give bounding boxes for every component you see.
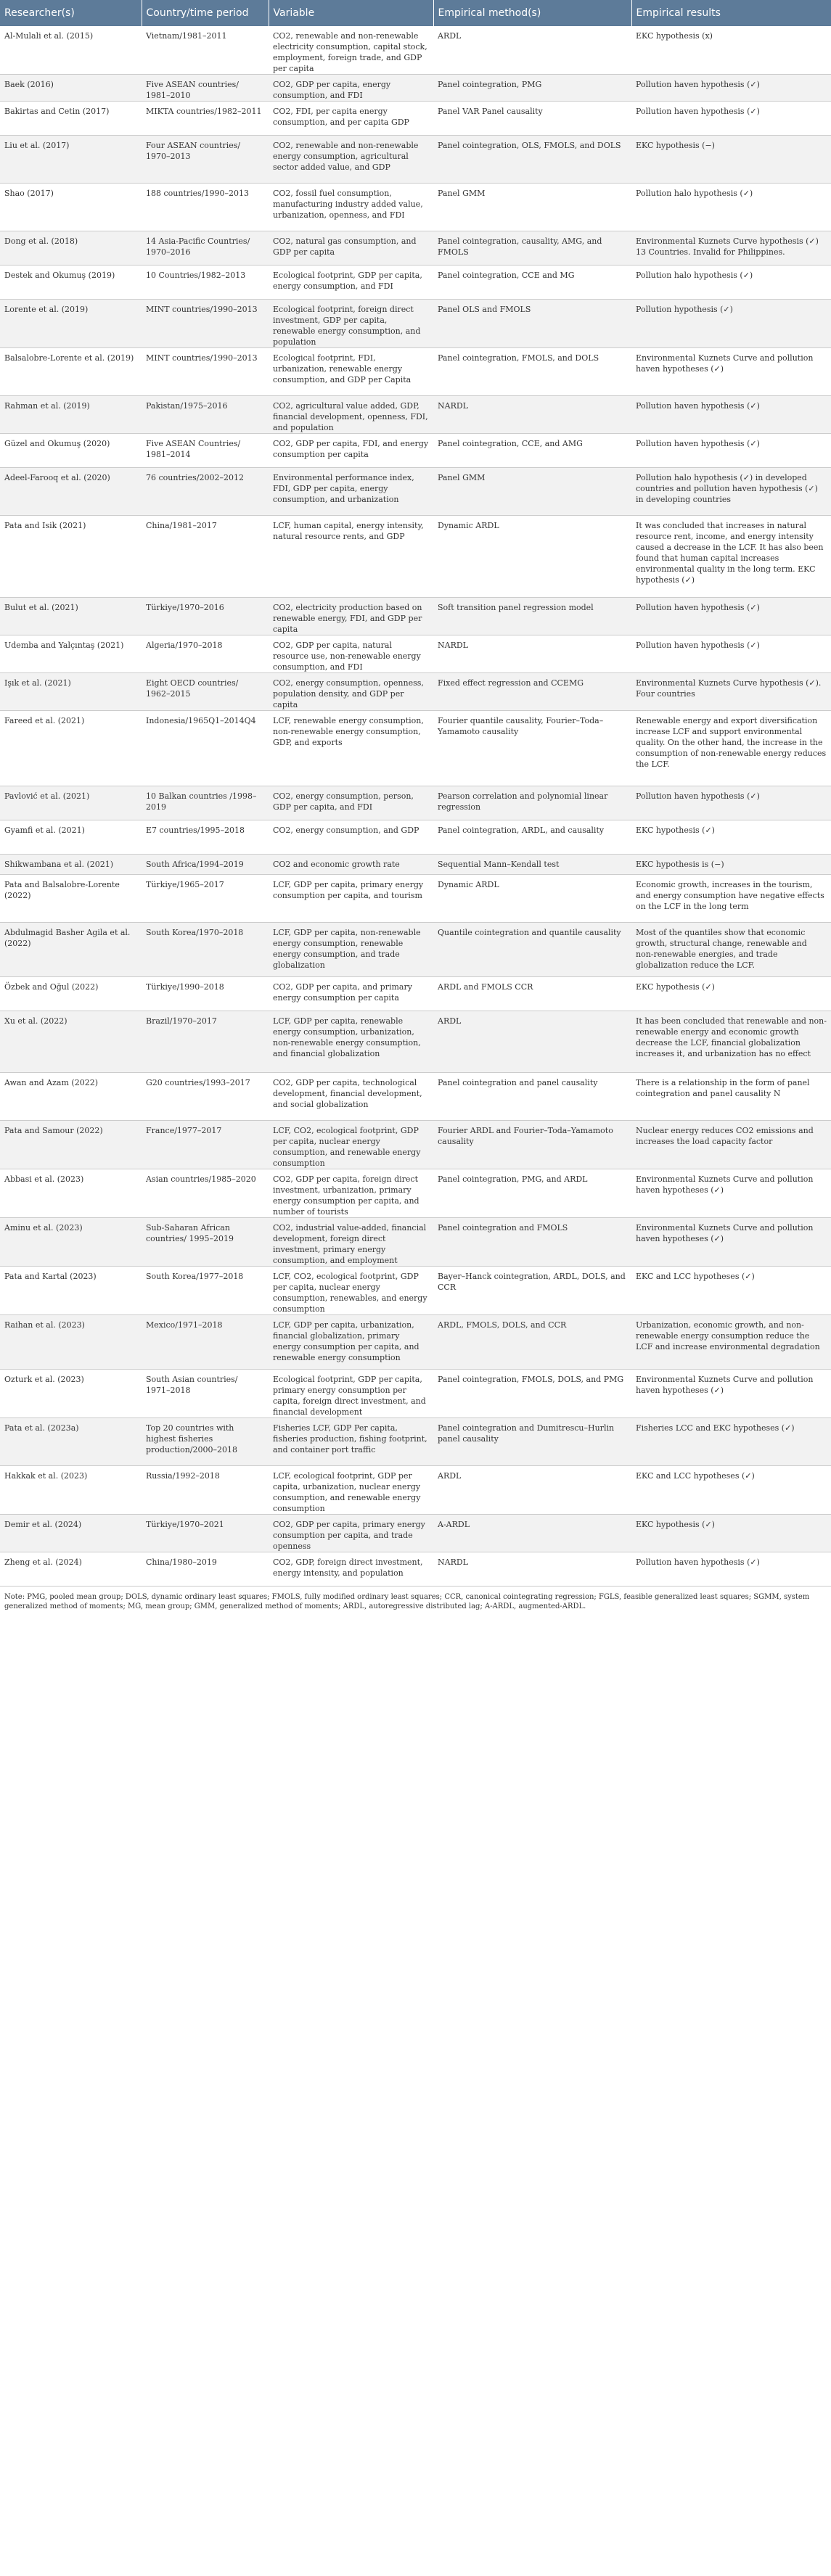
- cell-researcher: Adeel-Farooq et al. (2020): [0, 468, 142, 516]
- cell-variable: CO2, energy consumption, openness, population density, and GDP per capita: [269, 673, 433, 711]
- table-row: [0, 1552, 831, 1587]
- cell-method: Panel cointegration, CCE and MG: [433, 266, 631, 300]
- table-row: [0, 75, 831, 102]
- table-row: [0, 855, 831, 875]
- cell-result: EKC hypothesis (✓): [631, 1515, 831, 1552]
- cell-variable: CO2, energy consumption, person, GDP per capita, and FDI: [269, 786, 433, 820]
- cell-result: Pollution halo hypothesis (✓): [631, 266, 831, 300]
- cell-variable: CO2, GDP per capita, foreign direct investment, urbanization, primary energy consumption per capita, and number of tourists: [269, 1169, 433, 1218]
- cell-variable: LCF, CO2, ecological footprint, GDP per capita, nuclear energy consumption, renewables, and energy consumption: [269, 1267, 433, 1315]
- cell-country-period: Türkiye/1990–2018: [142, 977, 269, 1011]
- header-researchers: Researcher(s): [0, 0, 142, 26]
- cell-result: Environmental Kuznets Curve hypothesis (✓). Four countries: [631, 673, 831, 711]
- cell-method: Dynamic ARDL: [433, 875, 631, 923]
- table-row: [0, 1169, 831, 1218]
- cell-method: ARDL: [433, 1011, 631, 1073]
- cell-method: Panel cointegration, FMOLS, and DOLS: [433, 348, 631, 396]
- cell-variable: CO2, industrial value-added, financial development, foreign direct investment, primary energy consumption, and employment: [269, 1218, 433, 1267]
- cell-country-period: Türkiye/1970–2016: [142, 598, 269, 635]
- cell-method: Panel cointegration, OLS, FMOLS, and DOLS: [433, 136, 631, 184]
- cell-result: Fisheries LCC and EKC hypotheses (✓): [631, 1418, 831, 1466]
- cell-researcher: Pata and Balsalobre-Lorente (2022): [0, 875, 142, 923]
- cell-result: Pollution haven hypothesis (✓): [631, 635, 831, 673]
- cell-researcher: Pata and Samour (2022): [0, 1121, 142, 1169]
- table-row: [0, 434, 831, 468]
- cell-method: Panel cointegration and panel causality: [433, 1073, 631, 1121]
- header-method: Empirical method(s): [433, 0, 631, 26]
- table-row: [0, 136, 831, 184]
- cell-country-period: MINT countries/1990–2013: [142, 300, 269, 348]
- cell-researcher: Zheng et al. (2024): [0, 1552, 142, 1587]
- cell-country-period: Brazil/1970–2017: [142, 1011, 269, 1073]
- cell-variable: CO2, fossil fuel consumption, manufacturing industry added value, urbanization, openness, and FDI: [269, 184, 433, 231]
- cell-method: Pearson correlation and polynomial linear regression: [433, 786, 631, 820]
- cell-result: There is a relationship in the form of panel cointegration and panel causality N: [631, 1073, 831, 1121]
- cell-country-period: France/1977–2017: [142, 1121, 269, 1169]
- cell-researcher: Awan and Azam (2022): [0, 1073, 142, 1121]
- cell-country-period: 188 countries/1990–2013: [142, 184, 269, 231]
- cell-variable: CO2, GDP per capita, energy consumption, and FDI: [269, 75, 433, 102]
- cell-method: ARDL: [433, 1466, 631, 1515]
- cell-method: Soft transition panel regression model: [433, 598, 631, 635]
- cell-researcher: Shao (2017): [0, 184, 142, 231]
- table-row: [0, 1011, 831, 1073]
- cell-country-period: Vietnam/1981–2011: [142, 26, 269, 75]
- cell-result: Environmental Kuznets Curve and pollution haven hypotheses (✓): [631, 1370, 831, 1418]
- cell-method: Sequential Mann–Kendall test: [433, 855, 631, 875]
- cell-variable: CO2, renewable and non-renewable energy consumption, agricultural sector added value, and GDP: [269, 136, 433, 184]
- cell-researcher: Pata et al. (2023a): [0, 1418, 142, 1466]
- cell-result: Pollution haven hypothesis (✓): [631, 102, 831, 136]
- cell-result: Pollution haven hypothesis (✓): [631, 598, 831, 635]
- cell-variable: Ecological footprint, GDP per capita, primary energy consumption per capita, foreign direct investment, and financial development: [269, 1370, 433, 1418]
- cell-researcher: Demir et al. (2024): [0, 1515, 142, 1552]
- cell-variable: CO2, GDP per capita, primary energy consumption per capita, and trade openness: [269, 1515, 433, 1552]
- cell-result: EKC hypothesis is (−): [631, 855, 831, 875]
- cell-researcher: Bulut et al. (2021): [0, 598, 142, 635]
- cell-variable: Ecological footprint, foreign direct investment, GDP per capita, renewable energy consumption, and population: [269, 300, 433, 348]
- cell-researcher: Ozturk et al. (2023): [0, 1370, 142, 1418]
- table-row: [0, 923, 831, 977]
- table-row: [0, 1418, 831, 1466]
- cell-variable: LCF, GDP per capita, non-renewable energy consumption, renewable energy consumption, and trade globalization: [269, 923, 433, 977]
- cell-variable: LCF, human capital, energy intensity, natural resource rents, and GDP: [269, 516, 433, 598]
- table-row: [0, 1515, 831, 1552]
- cell-researcher: Dong et al. (2018): [0, 231, 142, 266]
- cell-researcher: Pata and Isik (2021): [0, 516, 142, 598]
- cell-researcher: Bakirtas and Cetin (2017): [0, 102, 142, 136]
- cell-variable: CO2, energy consumption, and GDP: [269, 820, 433, 855]
- cell-country-period: Russia/1992–2018: [142, 1466, 269, 1515]
- cell-result: Economic growth, increases in the tourism, and energy consumption have negative effects on the LCF in the long term: [631, 875, 831, 923]
- cell-country-period: 10 Countries/1982–2013: [142, 266, 269, 300]
- cell-variable: CO2, renewable and non-renewable electricity consumption, capital stock, employment, foreign trade, and GDP per capita: [269, 26, 433, 75]
- cell-result: Pollution haven hypothesis (✓): [631, 75, 831, 102]
- cell-result: Urbanization, economic growth, and non-renewable energy consumption reduce the LCF and increase environmental degradation: [631, 1315, 831, 1370]
- cell-variable: CO2, natural gas consumption, and GDP per capita: [269, 231, 433, 266]
- cell-variable: CO2, agricultural value added, GDP, financial development, openness, FDI, and population: [269, 396, 433, 434]
- cell-country-period: Five ASEAN countries/ 1981–2010: [142, 75, 269, 102]
- cell-researcher: Abbasi et al. (2023): [0, 1169, 142, 1218]
- table-row: [0, 1267, 831, 1315]
- cell-result: It has been concluded that renewable and non-renewable energy and economic growth decrease the LCF, financial globalization increases it, and urbanization has no effect: [631, 1011, 831, 1073]
- cell-method: Bayer–Hanck cointegration, ARDL, DOLS, and CCR: [433, 1267, 631, 1315]
- table-row: [0, 184, 831, 231]
- cell-researcher: Rahman et al. (2019): [0, 396, 142, 434]
- cell-method: Panel cointegration, CCE, and AMG: [433, 434, 631, 468]
- cell-variable: Environmental performance index, FDI, GDP per capita, energy consumption, and urbanization: [269, 468, 433, 516]
- table-row: [0, 1121, 831, 1169]
- cell-researcher: Xu et al. (2022): [0, 1011, 142, 1073]
- cell-method: ARDL, FMOLS, DOLS, and CCR: [433, 1315, 631, 1370]
- cell-researcher: Al-Mulali et al. (2015): [0, 26, 142, 75]
- cell-variable: CO2, GDP per capita, natural resource use, non-renewable energy consumption, and FDI: [269, 635, 433, 673]
- header-country-period: Country/time period: [142, 0, 269, 26]
- cell-researcher: Destek and Okumuş (2019): [0, 266, 142, 300]
- cell-method: Fixed effect regression and CCEMG: [433, 673, 631, 711]
- table-row: [0, 396, 831, 434]
- table-row: [0, 516, 831, 598]
- cell-researcher: Aminu et al. (2023): [0, 1218, 142, 1267]
- cell-method: Fourier ARDL and Fourier–Toda–Yamamoto causality: [433, 1121, 631, 1169]
- table-row: [0, 26, 831, 75]
- cell-variable: Fisheries LCF, GDP Per capita, fisheries production, fishing footprint, and container port traffic: [269, 1418, 433, 1466]
- table-row: [0, 977, 831, 1011]
- table-row: [0, 711, 831, 786]
- cell-variable: LCF, ecological footprint, GDP per capita, urbanization, nuclear energy consumption, and renewable energy consumption: [269, 1466, 433, 1515]
- cell-method: Panel cointegration, PMG: [433, 75, 631, 102]
- cell-result: Pollution haven hypothesis (✓): [631, 1552, 831, 1587]
- cell-result: Environmental Kuznets Curve and pollution haven hypotheses (✓): [631, 1169, 831, 1218]
- cell-variable: LCF, GDP per capita, renewable energy consumption, urbanization, non-renewable energy consumption, and financial globalization: [269, 1011, 433, 1073]
- cell-country-period: China/1981–2017: [142, 516, 269, 598]
- cell-method: Quantile cointegration and quantile causality: [433, 923, 631, 977]
- table-row: [0, 231, 831, 266]
- cell-method: Panel cointegration, FMOLS, DOLS, and PMG: [433, 1370, 631, 1418]
- cell-variable: CO2, FDI, per capita energy consumption, and per capita GDP: [269, 102, 433, 136]
- cell-method: NARDL: [433, 635, 631, 673]
- cell-result: Pollution haven hypothesis (✓): [631, 434, 831, 468]
- cell-method: ARDL: [433, 26, 631, 75]
- table-row: [0, 266, 831, 300]
- cell-variable: Ecological footprint, FDI, urbanization, renewable energy consumption, and GDP per Capita: [269, 348, 433, 396]
- cell-country-period: China/1980–2019: [142, 1552, 269, 1587]
- cell-researcher: Liu et al. (2017): [0, 136, 142, 184]
- cell-country-period: MIKTA countries/1982–2011: [142, 102, 269, 136]
- table-row: [0, 1370, 831, 1418]
- cell-country-period: Five ASEAN Countries/ 1981–2014: [142, 434, 269, 468]
- cell-method: A-ARDL: [433, 1515, 631, 1552]
- cell-country-period: Mexico/1971–2018: [142, 1315, 269, 1370]
- table-note: Note: PMG, pooled mean group; DOLS, dynamic ordinary least squares; FMOLS, fully modified ordinary least squares; CCR, canonical cointegrating regression; FGLS, feasible generalized least squares; SGMM, system generalized method of moments; MG, mean group; GMM, generalized method of moments; ARDL, autoregressive distributed lag; A-ARDL, augmented-ARDL.: [4, 1593, 810, 1610]
- cell-variable: CO2, GDP per capita, FDI, and energy consumption per capita: [269, 434, 433, 468]
- cell-variable: LCF, CO2, ecological footprint, GDP per capita, nuclear energy consumption, and renewable energy consumption: [269, 1121, 433, 1169]
- cell-variable: CO2 and economic growth rate: [269, 855, 433, 875]
- cell-researcher: Pata and Kartal (2023): [0, 1267, 142, 1315]
- cell-result: Environmental Kuznets Curve and pollution haven hypotheses (✓): [631, 348, 831, 396]
- cell-result: It was concluded that increases in natural resource rent, income, and energy intensity caused a decrease in the LCF. It has also been found that human capital increases environmental quality in the long term. EKC hypothesis (✓): [631, 516, 831, 598]
- cell-method: Panel cointegration, ARDL, and causality: [433, 820, 631, 855]
- cell-researcher: Gyamfi et al. (2021): [0, 820, 142, 855]
- cell-method: Fourier quantile causality, Fourier–Toda–Yamamoto causality: [433, 711, 631, 786]
- cell-researcher: Özbek and Oğul (2022): [0, 977, 142, 1011]
- cell-result: Environmental Kuznets Curve hypothesis (✓) 13 Countries. Invalid for Philippines.: [631, 231, 831, 266]
- cell-method: Panel cointegration and Dumitrescu–Hurlin panel causality: [433, 1418, 631, 1466]
- cell-country-period: G20 countries/1993–2017: [142, 1073, 269, 1121]
- header-results: Empirical results: [631, 0, 831, 26]
- cell-result: EKC hypothesis (x): [631, 26, 831, 75]
- table-row: [0, 1315, 831, 1370]
- cell-country-period: Pakistan/1975–2016: [142, 396, 269, 434]
- cell-researcher: Raihan et al. (2023): [0, 1315, 142, 1370]
- cell-variable: Ecological footprint, GDP per capita, energy consumption, and FDI: [269, 266, 433, 300]
- cell-variable: LCF, renewable energy consumption, non-renewable energy consumption, GDP, and exports: [269, 711, 433, 786]
- cell-country-period: South Asian countries/ 1971–2018: [142, 1370, 269, 1418]
- cell-result: Renewable energy and export diversification increase LCF and support environmental quality. On the other hand, the increase in the consumption of non-renewable energy reduces the LCF.: [631, 711, 831, 786]
- table-row: [0, 1466, 831, 1515]
- cell-method: Panel VAR Panel causality: [433, 102, 631, 136]
- table-row: [0, 635, 831, 673]
- cell-result: EKC hypothesis (✓): [631, 977, 831, 1011]
- cell-researcher: Hakkak et al. (2023): [0, 1466, 142, 1515]
- cell-result: EKC and LCC hypotheses (✓): [631, 1267, 831, 1315]
- cell-method: NARDL: [433, 396, 631, 434]
- cell-variable: CO2, GDP, foreign direct investment, energy intensity, and population: [269, 1552, 433, 1587]
- cell-result: Environmental Kuznets Curve and pollution haven hypotheses (✓): [631, 1218, 831, 1267]
- cell-country-period: Asian countries/1985–2020: [142, 1169, 269, 1218]
- table-row: [0, 348, 831, 396]
- cell-country-period: Eight OECD countries/ 1962–2015: [142, 673, 269, 711]
- cell-result: Most of the quantiles show that economic growth, structural change, renewable and non-renewable energies, and trade globalization reduce the LCF.: [631, 923, 831, 977]
- cell-variable: CO2, GDP per capita, and primary energy consumption per capita: [269, 977, 433, 1011]
- cell-researcher: Lorente et al. (2019): [0, 300, 142, 348]
- cell-country-period: Top 20 countries with highest fisheries production/2000–2018: [142, 1418, 269, 1466]
- cell-variable: LCF, GDP per capita, primary energy consumption per capita, and tourism: [269, 875, 433, 923]
- cell-country-period: MINT countries/1990–2013: [142, 348, 269, 396]
- cell-method: NARDL: [433, 1552, 631, 1587]
- cell-result: Pollution halo hypothesis (✓): [631, 184, 831, 231]
- cell-country-period: Algeria/1970–2018: [142, 635, 269, 673]
- cell-result: Pollution halo hypothesis (✓) in developed countries and pollution haven hypothesis (✓) in developing countries: [631, 468, 831, 516]
- cell-country-period: South Korea/1970–2018: [142, 923, 269, 977]
- table-row: [0, 786, 831, 820]
- cell-researcher: Shikwambana et al. (2021): [0, 855, 142, 875]
- cell-researcher: Abdulmagid Basher Agila et al. (2022): [0, 923, 142, 977]
- cell-country-period: Sub-Saharan African countries/ 1995–2019: [142, 1218, 269, 1267]
- cell-method: Panel GMM: [433, 468, 631, 516]
- cell-researcher: Güzel and Okumuş (2020): [0, 434, 142, 468]
- cell-researcher: Fareed et al. (2021): [0, 711, 142, 786]
- cell-method: Panel cointegration, causality, AMG, and FMOLS: [433, 231, 631, 266]
- table-row: [0, 875, 831, 923]
- table-row: [0, 673, 831, 711]
- table-row: [0, 1218, 831, 1267]
- cell-method: Panel OLS and FMOLS: [433, 300, 631, 348]
- cell-researcher: Işık et al. (2021): [0, 673, 142, 711]
- cell-country-period: Indonesia/1965Q1–2014Q4: [142, 711, 269, 786]
- cell-result: Nuclear energy reduces CO2 emissions and increases the load capacity factor: [631, 1121, 831, 1169]
- cell-result: Pollution hypothesis (✓): [631, 300, 831, 348]
- cell-variable: CO2, electricity production based on renewable energy, FDI, and GDP per capita: [269, 598, 433, 635]
- cell-country-period: South Africa/1994–2019: [142, 855, 269, 875]
- table-row: [0, 598, 831, 635]
- cell-country-period: Türkiye/1970–2021: [142, 1515, 269, 1552]
- cell-method: Panel GMM: [433, 184, 631, 231]
- cell-variable: CO2, GDP per capita, technological development, financial development, and social globalization: [269, 1073, 433, 1121]
- table-row: [0, 102, 831, 136]
- cell-country-period: 10 Balkan countries /1998–2019: [142, 786, 269, 820]
- cell-country-period: Türkiye/1965–2017: [142, 875, 269, 923]
- cell-method: Dynamic ARDL: [433, 516, 631, 598]
- cell-country-period: Four ASEAN countries/ 1970–2013: [142, 136, 269, 184]
- cell-method: ARDL and FMOLS CCR: [433, 977, 631, 1011]
- cell-country-period: E7 countries/1995–2018: [142, 820, 269, 855]
- cell-method: Panel cointegration, PMG, and ARDL: [433, 1169, 631, 1218]
- cell-result: EKC and LCC hypotheses (✓): [631, 1466, 831, 1515]
- cell-variable: LCF, GDP per capita, urbanization, financial globalization, primary energy consumption per capita, and renewable energy consumption: [269, 1315, 433, 1370]
- cell-researcher: Baek (2016): [0, 75, 142, 102]
- table-row: [0, 468, 831, 516]
- cell-result: EKC hypothesis (−): [631, 136, 831, 184]
- cell-result: Pollution haven hypothesis (✓): [631, 396, 831, 434]
- cell-result: Pollution haven hypothesis (✓): [631, 786, 831, 820]
- cell-researcher: Balsalobre-Lorente et al. (2019): [0, 348, 142, 396]
- header-variable: Variable: [269, 0, 433, 26]
- table-row: [0, 820, 831, 855]
- cell-result: EKC hypothesis (✓): [631, 820, 831, 855]
- table-row: [0, 300, 831, 348]
- cell-country-period: 76 countries/2002–2012: [142, 468, 269, 516]
- header-row: [0, 0, 831, 26]
- cell-researcher: Udemba and Yalçıntaş (2021): [0, 635, 142, 673]
- cell-method: Panel cointegration and FMOLS: [433, 1218, 631, 1267]
- cell-country-period: 14 Asia-Pacific Countries/ 1970–2016: [142, 231, 269, 266]
- table-row: [0, 1073, 831, 1121]
- cell-researcher: Pavlović et al. (2021): [0, 786, 142, 820]
- cell-country-period: South Korea/1977–2018: [142, 1267, 269, 1315]
